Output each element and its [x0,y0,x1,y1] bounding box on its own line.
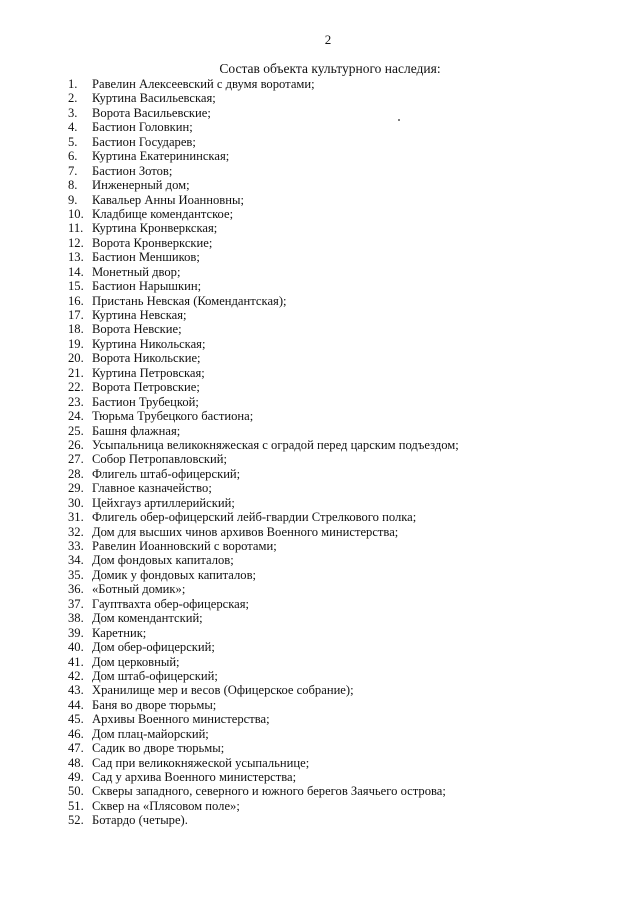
list-item-text: Скверы западного, северного и южного берегов Заячьего острова; [92,784,446,799]
list-item-text: Садик во дворе тюрьмы; [92,741,225,756]
list-item-number: 18. [68,322,84,337]
list-item [68,611,628,625]
list-item-number: 37. [68,596,84,611]
list-item [68,568,628,582]
list-item [68,467,628,481]
list-item-number: 15. [68,279,84,294]
list-item-number: 51. [68,798,84,813]
list-item-text: Усыпальница великокняжеская с оградой перед царским подъездом; [92,437,459,452]
list-item [68,525,628,539]
list-item-number: 22. [68,380,84,395]
list-item-number: 23. [68,394,84,409]
list-item-number: 6. [68,149,78,164]
list-item-number: 35. [68,567,84,582]
list-item-text: Бастион Нарышкин; [92,279,202,294]
list-item-text: Архивы Военного министерства; [92,712,270,727]
list-item-text: Баня во дворе тюрьмы; [92,697,217,712]
list-item-text: Ворота Невские; [92,322,182,337]
list-item-text: Кавальер Анны Иоанновны; [92,192,244,207]
list-item [68,149,628,163]
list-item [68,813,628,827]
list-item-number: 3. [68,105,78,120]
list-item-text: Дом фондовых капиталов; [92,553,234,568]
list-item-number: 28. [68,466,84,481]
list-item-text: Ворота Кронверкские; [92,235,213,250]
list-item-text: Дом комендантский; [92,611,203,626]
list-item-text: Каретник; [92,625,147,640]
list-item [68,597,628,611]
list-item-text: Дом обер-офицерский; [92,640,215,655]
list-item-text: Главное казначейство; [92,481,212,496]
list-item-number: 2. [68,91,78,106]
list-item-number: 40. [68,640,84,655]
list-item-text: Дом для высших чинов архивов Военного министерства; [92,524,399,539]
list-item-text: Гауптвахта обер-офицерская; [92,596,250,611]
list-item-number: 34. [68,553,84,568]
list-item [68,496,628,510]
list-item-text: Куртина Екатерининская; [92,149,230,164]
list-item-number: 49. [68,770,84,784]
list-item-text: Собор Петропавловский; [92,452,228,467]
list-item-number: 10. [68,206,84,221]
list-item-number: 5. [68,134,78,149]
list-item [68,626,628,640]
list-item-text: Монетный двор; [92,264,181,279]
list-item [68,322,628,336]
list-item [68,380,628,394]
list-item-number: 14. [68,264,84,279]
list-item [68,120,628,134]
list-item-number: 20. [68,351,84,366]
list-item-text: Цейхгауз артиллерийский; [92,495,235,510]
heritage-items-list [68,77,628,828]
list-item-number: 9. [68,192,78,207]
list-item-text: Дом церковный; [92,654,180,669]
list-item-number: 41. [68,654,84,669]
list-item-text: Равелин Алексеевский с двумя воротами; [92,77,315,91]
list-item-number: 21. [68,365,84,380]
list-item-number: 27. [68,452,84,467]
list-item-number: 39. [68,625,84,640]
list-item [68,539,628,553]
list-item [68,207,628,221]
list-item [68,481,628,495]
list-item-number: 33. [68,539,84,553]
list-item [68,135,628,149]
list-item-number: 45. [68,712,84,727]
list-item-text: Дом штаб-офицерский; [92,668,218,683]
list-item-text: Сад при великокняжеской усыпальнице; [92,755,310,770]
list-item [68,698,628,712]
list-item-number: 44. [68,697,84,712]
list-item [68,337,628,351]
list-item-number: 24. [68,409,84,424]
list-item [68,727,628,741]
list-item-number: 26. [68,437,84,452]
list-item [68,510,628,524]
list-item [68,655,628,669]
list-item-number: 7. [68,163,78,178]
list-item-text: Бастион Головкин; [92,120,193,135]
list-item [68,193,628,207]
list-item-text: Куртина Кронверкская; [92,221,218,236]
list-item-number: 25. [68,423,84,438]
list-item [68,250,628,264]
list-item-text: Тюрьма Трубецкого бастиона; [92,409,254,424]
list-item-number: 12. [68,235,84,250]
list-item [68,640,628,654]
list-item [68,308,628,322]
list-item-number: 19. [68,336,84,351]
list-item [68,351,628,365]
list-item [68,91,628,105]
list-item-text: Пристань Невская (Комендантская); [92,293,287,308]
list-item [68,553,628,567]
list-item-text: Домик у фондовых капиталов; [92,567,257,582]
list-item-number: 30. [68,495,84,510]
list-item-number: 46. [68,726,84,741]
list-item [68,741,628,755]
list-item [68,770,628,784]
list-item-text: Инженерный дом; [92,178,190,193]
list-item-number: 50. [68,784,84,799]
list-item-number: 32. [68,524,84,539]
list-item-number: 47. [68,741,84,756]
list-item-number: 1. [68,77,78,91]
list-item [68,395,628,409]
list-item-text: Флигель обер-офицерский лейб-гвардии Стрелкового полка; [92,510,417,525]
page-number: 2 [324,32,332,47]
list-item-text: Кладбище комендантское; [92,206,234,221]
list-item-number: 52. [68,813,84,828]
list-item-number: 13. [68,250,84,265]
list-item [68,265,628,279]
list-item-number: 16. [68,293,84,308]
list-item [68,409,628,423]
list-item [68,712,628,726]
list-item-text: Хранилище мер и весов (Офицерское собрание); [92,683,354,698]
list-item [68,756,628,770]
list-item-text: Сад у архива Военного министерства; [92,770,297,784]
list-item-number: 11. [68,221,84,236]
list-item [68,582,628,596]
list-item [68,236,628,250]
list-item-text: Ворота Петровские; [92,380,200,395]
list-item [68,366,628,380]
list-item-text: Флигель штаб-офицерский; [92,466,241,481]
list-item [68,452,628,466]
list-item-number: 8. [68,178,78,193]
list-item-text: Сквер на «Плясовом поле»; [92,798,240,813]
list-item [68,669,628,683]
list-item-number: 48. [68,755,84,770]
list-item-text: Куртина Невская; [92,308,187,322]
list-item-text: Бастион Государев; [92,134,196,149]
list-item-number: 29. [68,481,84,496]
list-item-text: Ботардо (четыре). [92,813,188,828]
list-item-text: Дом плац-майорский; [92,726,209,741]
list-item-text: Равелин Иоанновский с воротами; [92,539,277,553]
list-item-text: Башня флажная; [92,423,181,438]
list-item [68,106,628,120]
list-item-number: 17. [68,308,84,322]
list-item-number: 36. [68,582,84,597]
list-item-text: Ворота Васильевские; [92,105,211,120]
list-item-text: Куртина Васильевская; [92,91,216,106]
document-title: Состав объекта культурного наследия: [219,61,441,76]
list-item [68,294,628,308]
list-item-number: 31. [68,510,84,525]
list-item [68,164,628,178]
list-item [68,424,628,438]
list-item-text: Бастион Меншиков; [92,250,200,265]
list-item [68,279,628,293]
list-item [68,683,628,697]
list-item [68,221,628,235]
list-item [68,77,628,91]
list-item-text: Ворота Никольские; [92,351,201,366]
list-item-text: Бастион Зотов; [92,163,173,178]
list-item-text: Куртина Петровская; [92,365,205,380]
list-item-text: Куртина Никольская; [92,336,206,351]
list-item-number: 42. [68,668,84,683]
list-item [68,438,628,452]
list-item [68,178,628,192]
list-item-text: «Ботный домик»; [92,582,186,597]
list-item-number: 43. [68,683,84,698]
list-item-text: Бастион Трубецкой; [92,394,199,409]
list-item-number: 4. [68,120,78,135]
list-item [68,799,628,813]
list-item-number: 38. [68,611,84,626]
list-item [68,784,628,798]
